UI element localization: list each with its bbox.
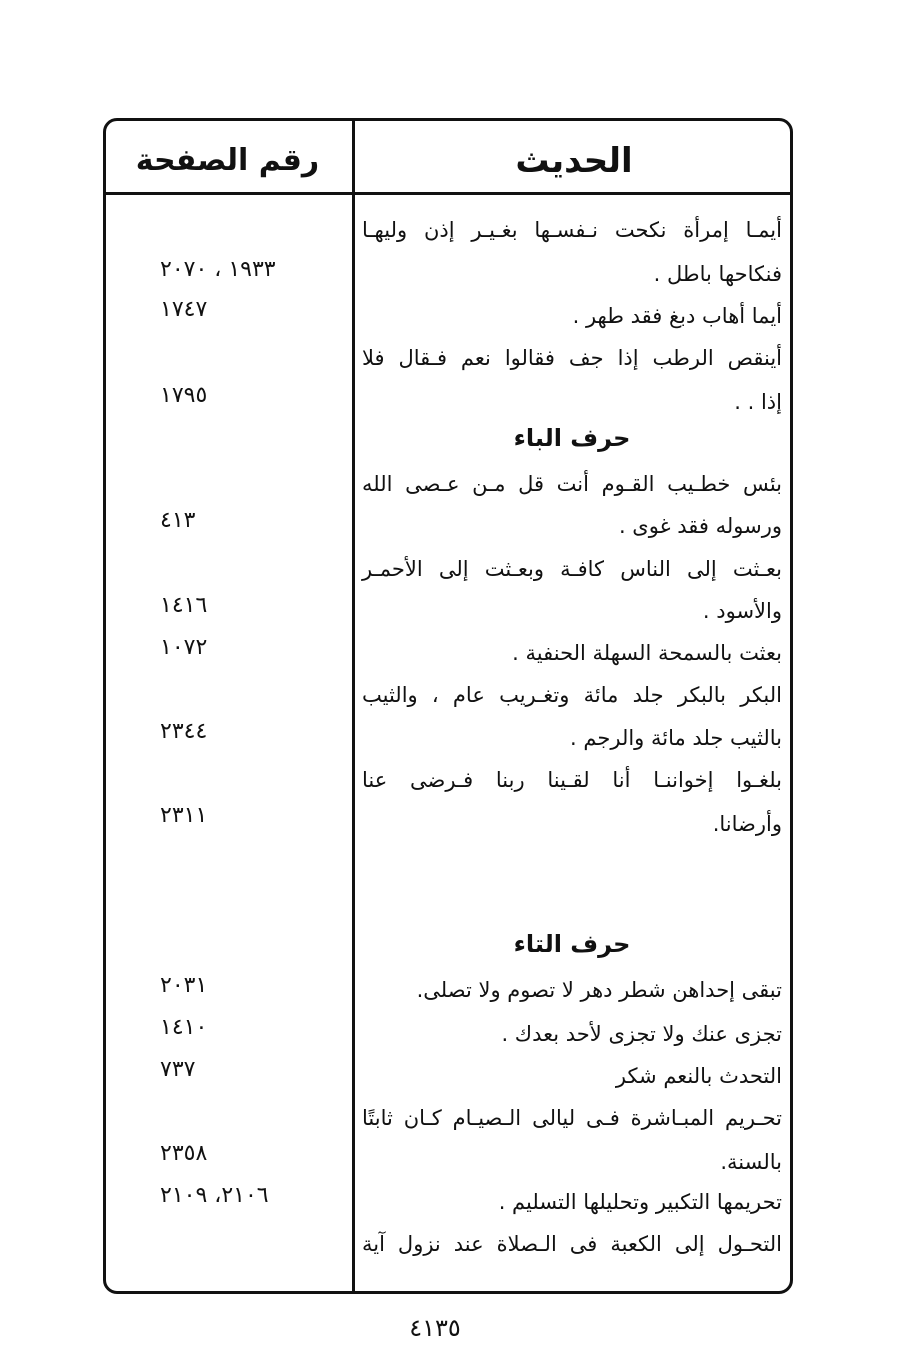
hadith-line: بالثيب جلد مائة والرجم . <box>570 726 782 750</box>
page-ref: ٢١٠٦، ٢١٠٩ <box>160 1183 269 1208</box>
hadith-line: تجزى عنك ولا تجزى لأحد بعدك . <box>501 1022 782 1046</box>
section-heading-ta: حرف التاء <box>513 930 631 958</box>
hadith-line: أينقص الرطب إذا جف فقالوا نعم فـقال فلا <box>362 346 782 370</box>
hadith-line: أيمـا إمرأة نكحت نـفسـها بغـيـر إذن وليهـا <box>362 218 782 242</box>
page-ref: ١٧٤٧ <box>160 297 208 322</box>
header-divider <box>103 192 793 195</box>
hadith-line: بعثت بالسمحة السهلة الحنفية . <box>512 641 782 665</box>
page-ref: ١٩٣٣ ، ٢٠٧٠ <box>160 257 276 282</box>
hadith-line: فنكاحها باطل . <box>653 262 782 286</box>
hadith-line: بلغـوا إخواننـا أنا لقـينا ربنا فـرضى عنا <box>362 768 782 792</box>
page-ref: ٢٠٣١ <box>160 973 208 998</box>
page-ref: ٧٣٧ <box>160 1057 196 1082</box>
column-divider <box>352 118 355 1294</box>
page-number: ٤١٣٥ <box>409 1314 461 1342</box>
hadith-line: تحـريم المبـاشرة فـى ليالى الـصيـام كـان ثابتًا <box>362 1106 782 1130</box>
hadith-line: بالسنة. <box>720 1150 782 1174</box>
hadith-line: البكر بالبكر جلد مائة وتغـريب عام ، والثيب <box>362 683 782 707</box>
hadith-line: أيما أهاب دبغ فقد طهر . <box>572 304 782 328</box>
page-ref: ٢٣١١ <box>160 803 208 828</box>
page-ref: ٢٣٤٤ <box>160 719 208 744</box>
hadith-line: ورسوله فقد غوى . <box>618 514 782 538</box>
page-ref: ١٤١٠ <box>160 1015 208 1040</box>
hadith-line: والأسود . <box>702 599 782 623</box>
hadith-line: وأرضانا. <box>712 812 782 836</box>
page-ref: ٢٣٥٨ <box>160 1141 208 1166</box>
hadith-line: بئس خطـيب القـوم أنت قل مـن عـصى الله <box>362 472 782 496</box>
section-heading-ba: حرف الباء <box>513 424 631 452</box>
page-ref: ١٧٩٥ <box>160 383 208 408</box>
hadith-line: التحـول إلى الكعبة فى الـصلاة عند نزول آية <box>362 1232 782 1256</box>
hadith-line: التحدث بالنعم شكر <box>615 1064 782 1088</box>
hadith-line: تحريمها التكبير وتحليلها التسليم . <box>498 1190 782 1214</box>
hadith-line: تبقى إحداهن شطر دهر لا تصوم ولا تصلى. <box>416 978 782 1002</box>
page-ref: ٤١٣ <box>160 508 196 533</box>
column-header-page-number: رقم الصفحة <box>135 143 320 178</box>
hadith-line: إذا . . <box>734 390 782 414</box>
column-header-hadith: الحديث <box>515 141 633 181</box>
page-ref: ١٤١٦ <box>160 593 208 618</box>
page-ref: ١٠٧٢ <box>160 635 208 660</box>
hadith-line: بعـثت إلى الناس كافـة وبعـثت إلى الأحمـر <box>362 557 782 581</box>
